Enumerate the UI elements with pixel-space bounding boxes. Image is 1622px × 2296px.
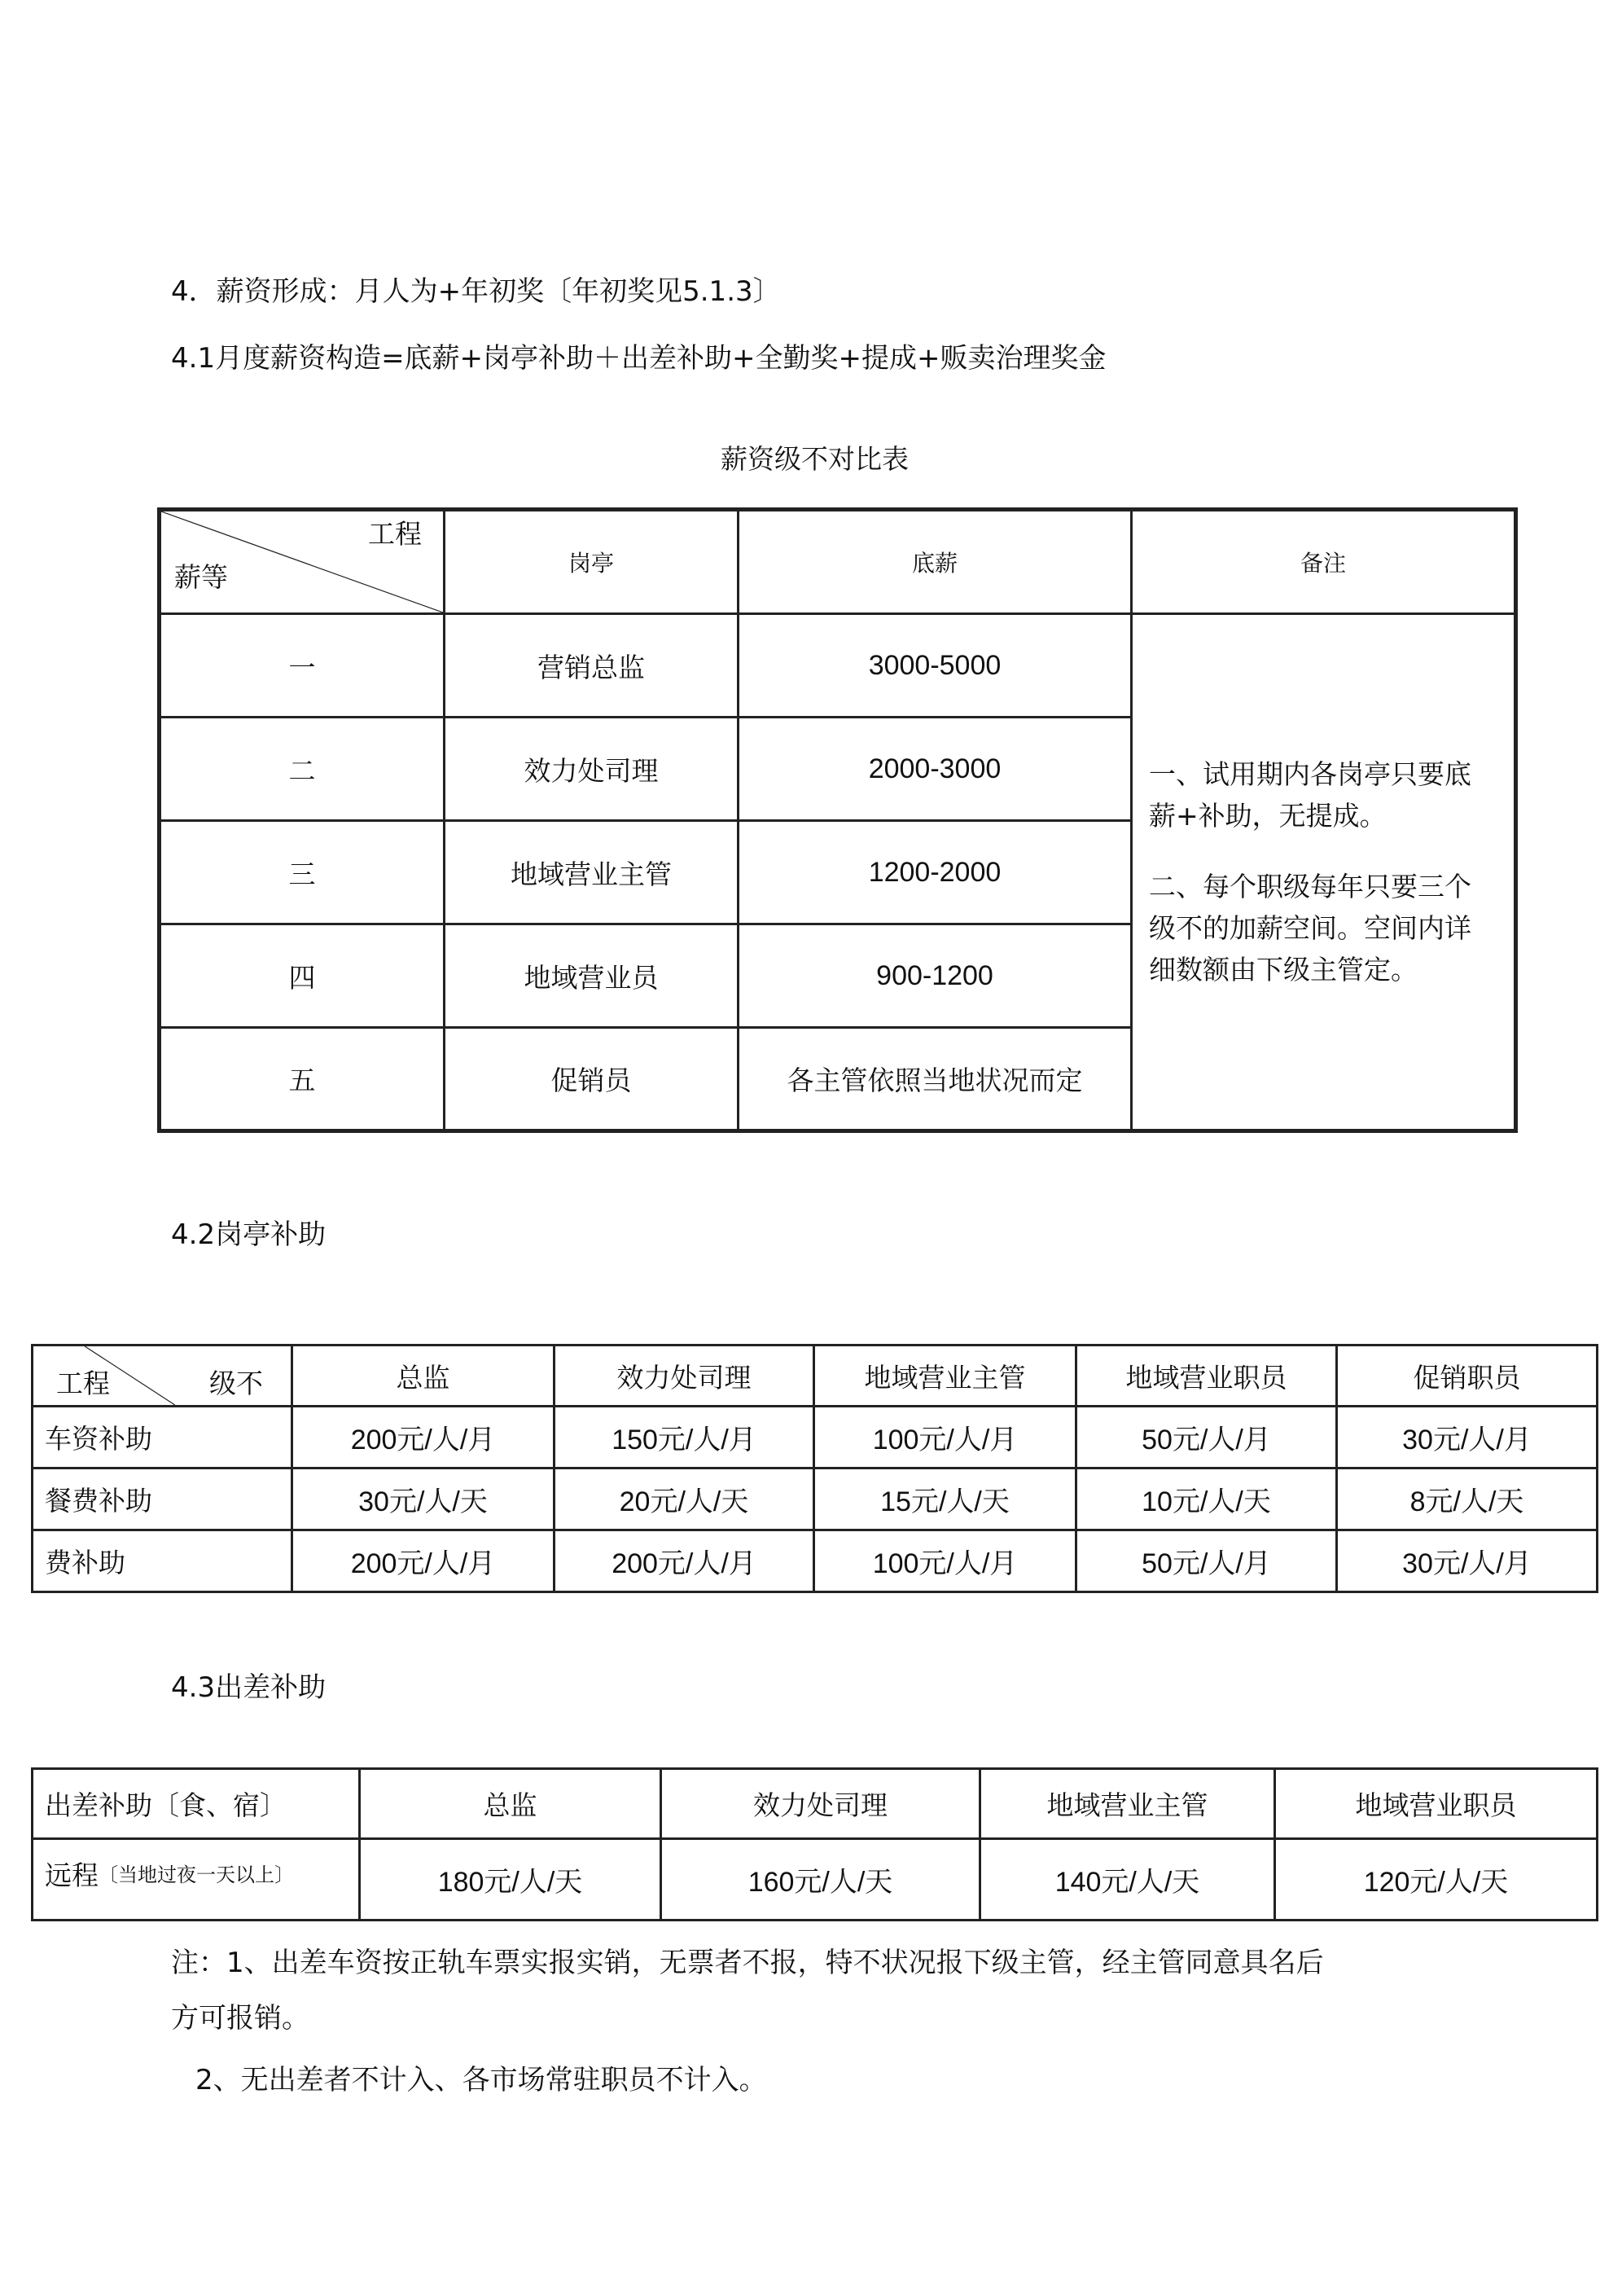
table1-note-2: 二、每个职级每年只要三个级不的加薪空间。空间内详细数额由下级主管定。 <box>1149 870 1471 986</box>
table2-cell: 100元/人/月 <box>814 1530 1076 1592</box>
table2-cell: 10元/人/天 <box>1076 1468 1337 1530</box>
table2-cell: 150元/人/月 <box>555 1407 814 1468</box>
table2-header: 效力处司理 <box>555 1346 814 1407</box>
table2-corner-left: 工程 <box>56 1368 110 1399</box>
table1-corner-cell <box>160 510 445 614</box>
base-salary-cell: 2000-3000 <box>739 718 1132 821</box>
position-cell: 地域营业主管 <box>445 821 739 924</box>
base-salary-cell: 1200-2000 <box>739 821 1132 924</box>
position-cell: 地域营业员 <box>445 924 739 1028</box>
table3-header: 地域营业职员 <box>1275 1769 1598 1839</box>
heading-4-2: 4.2岗亭补助 <box>171 1218 327 1251</box>
table1-notes <box>1132 614 1516 1131</box>
table3-row-label <box>33 1839 360 1921</box>
table2-cell: 30元/人/月 <box>1337 1530 1598 1592</box>
note-line-2: 方可报销。 <box>171 2002 309 2035</box>
table2-row-label: 餐费补助 <box>33 1468 292 1530</box>
position-cell: 效力处司理 <box>445 718 739 821</box>
position-cell: 营销总监 <box>445 614 739 718</box>
heading-4-1: 4.1月度薪资构造=底薪+岗亭补助＋出差补助+全勤奖+提成+贩卖治理奖金 <box>171 342 1107 375</box>
table3-cell: 140元/人/天 <box>980 1839 1275 1921</box>
base-salary-cell: 3000-5000 <box>739 614 1132 718</box>
table1-header-note: 备注 <box>1132 510 1516 614</box>
table3-row-label-main: 远程 <box>45 1859 99 1891</box>
table3-row-label-small: 〔当地过夜一天以上〕 <box>99 1864 294 1886</box>
table2-cell: 8元/人/天 <box>1337 1468 1598 1530</box>
table2-cell: 15元/人/天 <box>814 1468 1076 1530</box>
base-salary-cell: 900-1200 <box>739 924 1132 1028</box>
table2-cell: 200元/人/月 <box>292 1530 555 1592</box>
table1-corner-top: 工程 <box>368 518 422 550</box>
salary-grade-table <box>157 507 1518 1133</box>
table1-header-position: 岗亭 <box>445 510 739 614</box>
base-salary-cell: 各主管依照当地状况而定 <box>739 1028 1132 1131</box>
table1-caption: 薪资级不对比表 <box>721 443 909 475</box>
table2-cell: 30元/人/月 <box>1337 1407 1598 1468</box>
grade-cell: 三 <box>160 821 445 924</box>
grade-cell: 五 <box>160 1028 445 1131</box>
table2-cell: 50元/人/月 <box>1076 1407 1337 1468</box>
table2-row-label: 费补助 <box>33 1530 292 1592</box>
table3-cell: 120元/人/天 <box>1275 1839 1598 1921</box>
table2-header: 地域营业职员 <box>1076 1346 1337 1407</box>
table2-cell: 100元/人/月 <box>814 1407 1076 1468</box>
table1-corner-bottom: 薪等 <box>174 561 228 593</box>
heading-4-3: 4.3出差补助 <box>171 1671 327 1704</box>
table2-cell: 200元/人/月 <box>292 1407 555 1468</box>
table2-cell: 50元/人/月 <box>1076 1530 1337 1592</box>
grade-cell: 二 <box>160 718 445 821</box>
table2-corner-right: 级不 <box>209 1368 263 1399</box>
grade-cell: 四 <box>160 924 445 1028</box>
table3-cell: 160元/人/天 <box>661 1839 980 1921</box>
note-line-1: 注：1、出差车资按正轨车票实报实销，无票者不报，特不状况报下级主管，经主管同意具名后 <box>171 1947 1324 1979</box>
table2-header: 总监 <box>292 1346 555 1407</box>
travel-allowance-table <box>31 1767 1598 1921</box>
table3-header: 效力处司理 <box>661 1769 980 1839</box>
table2-cell: 20元/人/天 <box>555 1468 814 1530</box>
table2-corner-cell <box>33 1346 292 1407</box>
position-allowance-table <box>31 1344 1598 1593</box>
table3-cell: 180元/人/天 <box>360 1839 661 1921</box>
table2-cell: 30元/人/天 <box>292 1468 555 1530</box>
table3-header: 地域营业主管 <box>980 1769 1275 1839</box>
grade-cell: 一 <box>160 614 445 718</box>
note-line-3: 2、无出差者不计入、各市场常驻职员不计入。 <box>195 2064 767 2096</box>
table2-row-label: 车资补助 <box>33 1407 292 1468</box>
table2-header: 地域营业主管 <box>814 1346 1076 1407</box>
heading-4: 4．薪资形成：月人为+年初奖〔年初奖见5.1.3〕 <box>171 275 781 308</box>
table3-header: 总监 <box>360 1769 661 1839</box>
table2-cell: 200元/人/月 <box>555 1530 814 1592</box>
position-cell: 促销员 <box>445 1028 739 1131</box>
table1-note-1: 一、试用期内各岗亭只要底薪+补助，无提成。 <box>1149 757 1471 832</box>
table2-header: 促销职员 <box>1337 1346 1598 1407</box>
table1-header-base: 底薪 <box>739 510 1132 614</box>
table3-header-label: 出差补助〔食、宿〕 <box>33 1769 360 1839</box>
